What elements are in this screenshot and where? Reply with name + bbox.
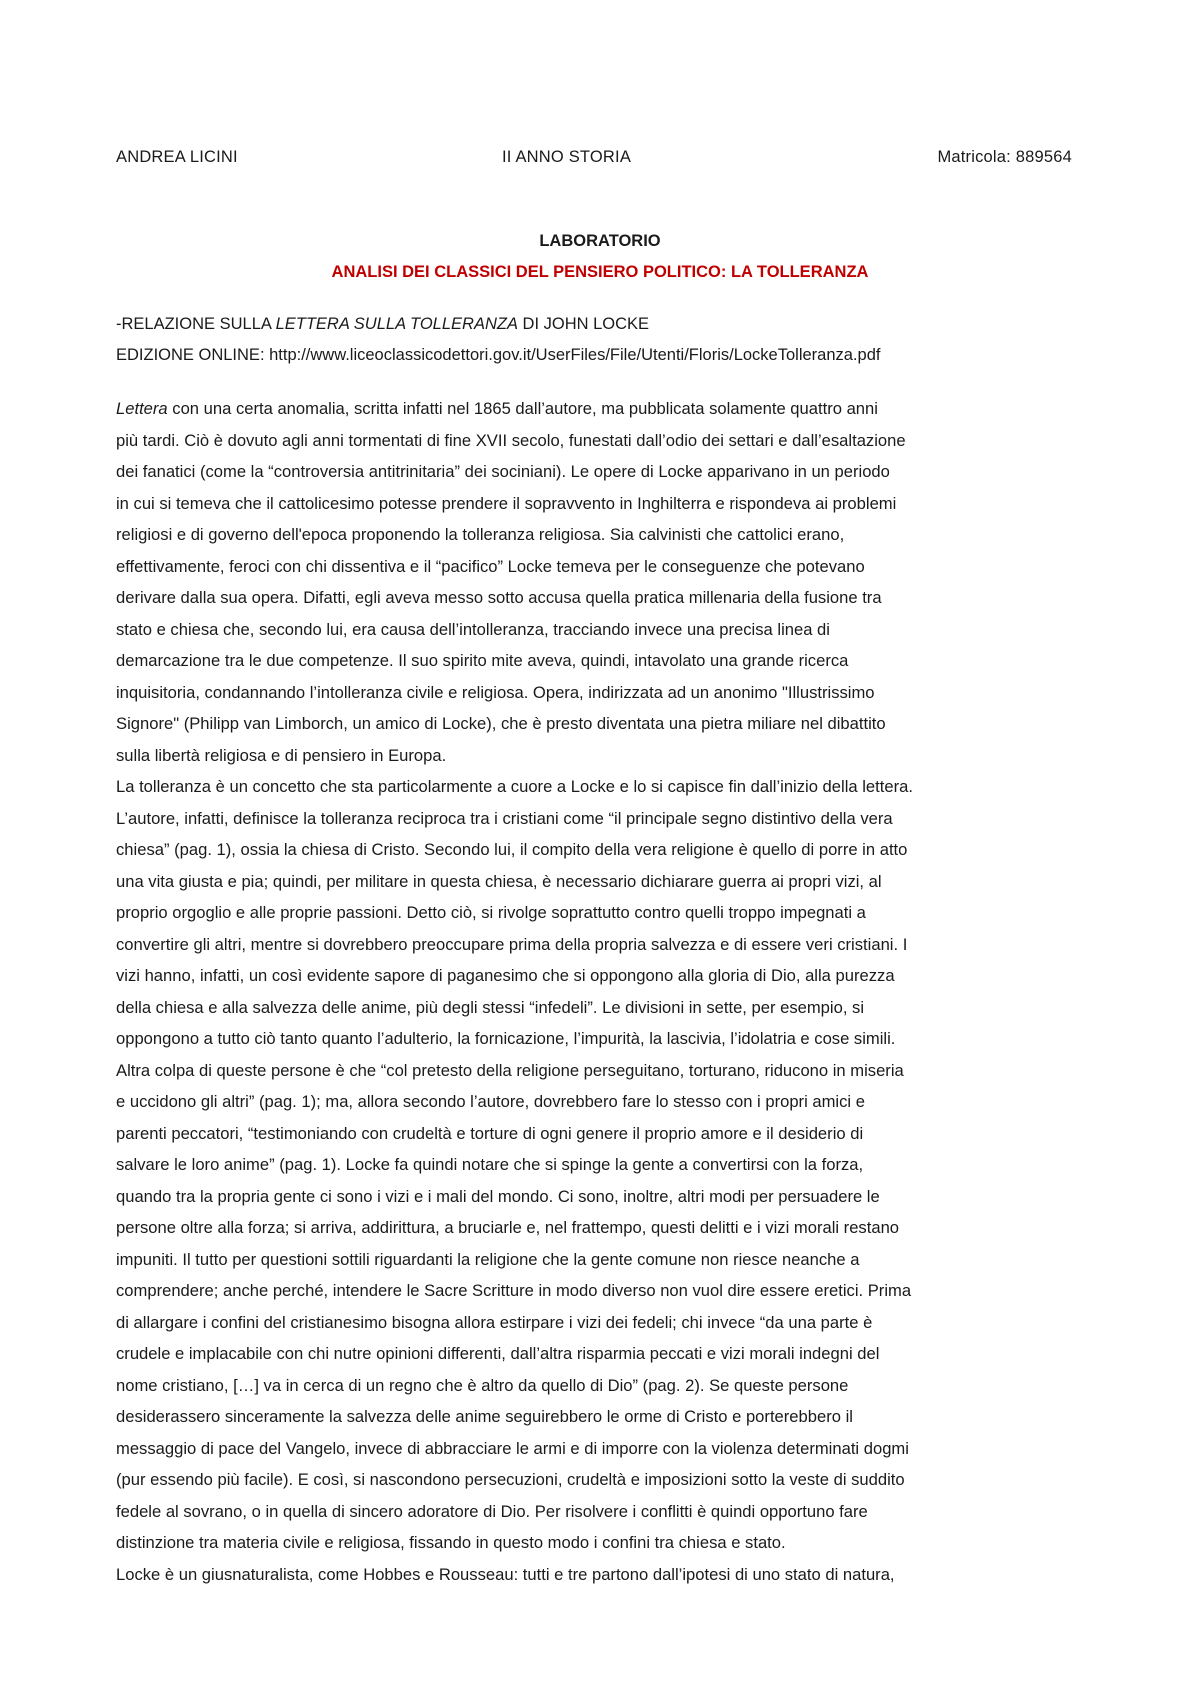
student-id: Matricola: 889564 [937, 148, 1072, 166]
body-line [116, 1023, 1084, 1055]
body-line [116, 929, 1084, 961]
body-line-text: impuniti. Il tutto per questioni sottili riguardanti la religione che la gente comune non riesce neanche a [116, 1249, 860, 1269]
body-line-text: di allargare i confini del cristianesimo bisogna allora estirpare i vizi dei fedeli; chi invece “da una parte è [116, 1312, 873, 1332]
body-line-text: oppongono a tutto ciò tanto quanto l’adulterio, la fornicazione, l’impurità, la lascivia, l’idolatria e cose simili. [116, 1029, 896, 1048]
body-line [116, 1401, 1084, 1433]
body-line-text: vizi hanno, infatti, un così evidente sapore di paganesimo che si oppongono alla gloria di Dio, alla purezza [116, 966, 895, 985]
body-line-italic: Lettera [116, 399, 168, 418]
body-line [116, 866, 1084, 898]
report-subject-suffix: DI JOHN LOCKE [517, 315, 650, 333]
body-line-text: nome cristiano, […] va in cerca di un regno che è altro da quello di Dio” (pag. 2). Se queste persone [116, 1375, 849, 1395]
body-line [116, 771, 1084, 803]
body-line-text: inquisitoria, condannando l’intolleranza civile e religiosa. Opera, indirizzata ad un anonimo "Illustrissimo [116, 682, 875, 702]
body-line [116, 1275, 1084, 1307]
body-line-text: distinzione tra materia civile e religiosa, fissando in questo modo i confini tra chiesa e stato. [116, 1533, 786, 1552]
author-name: ANDREA LICINI [116, 148, 238, 166]
body-line-text: desiderassero sinceramente la salvezza delle anime seguirebbero le orme di Cristo e porterebbero il [116, 1407, 853, 1426]
body-line-text: più tardi. Ciò è dovuto agli anni tormentati di fine XVII secolo, funestati dall’odio dei settari e dall’esaltazione [116, 430, 906, 450]
body-line-text: persone oltre alla forza; si arriva, addirittura, a bruciarle e, nel frattempo, questi delitti e i vizi morali restano [116, 1218, 900, 1237]
body-line-text: una vita giusta e pia; quindi, per militare in questa chiesa, è necessario dichiarare guerra ai propri vizi, al [116, 871, 882, 891]
body-line [116, 992, 1084, 1024]
body-line [116, 897, 1084, 929]
body-line [116, 1338, 1084, 1370]
body-line [116, 1496, 1084, 1528]
body-line-text: Altra colpa di queste persone è che “col pretesto della religione perseguitano, torturano, riducono in miseria [116, 1060, 904, 1080]
body-text [116, 393, 1084, 1590]
body-line [116, 1149, 1084, 1181]
body-line [116, 519, 1084, 551]
body-line-text: sulla libertà religiosa e di pensiero in Europa. [116, 745, 447, 765]
report-subject [116, 315, 1096, 334]
body-line [116, 1118, 1084, 1150]
body-line-text: crudele e implacabile con chi nutre opinioni differenti, dall’altra risparmia peccati e vizi morali indegni del [116, 1344, 880, 1363]
body-line [116, 1244, 1084, 1276]
body-line [116, 645, 1084, 677]
body-line [116, 551, 1084, 583]
body-line [116, 1055, 1084, 1087]
body-line [116, 803, 1084, 835]
body-line [116, 677, 1084, 709]
body-line [116, 834, 1084, 866]
academic-year: II ANNO STORIA [502, 148, 632, 166]
body-line [116, 614, 1084, 646]
body-line [116, 1464, 1084, 1496]
lab-title: LABORATORIO [539, 232, 661, 250]
body-line-text: della chiesa e alla salvezza delle anime, più degli stessi “infedeli”. Le divisioni in sette, per esempio, si [116, 997, 865, 1017]
body-line-text: quando tra la propria gente ci sono i vizi e i mali del mondo. Ci sono, inoltre, altri modi per persuadere le [116, 1186, 880, 1206]
course-title: ANALISI DEI CLASSICI DEL PENSIERO POLITICO: LA TOLLERANZA [331, 263, 869, 281]
body-line-text: religiosi e di governo dell'epoca proponendo la tolleranza religiosa. Sia calvinisti che cattolici erano, [116, 525, 845, 544]
body-line-text: stato e chiesa che, secondo lui, era causa dell’intolleranza, tracciando invece una precisa linea di [116, 619, 830, 639]
body-line-text: parenti peccatori, “testimoniando con crudeltà e torture di ogni genere il proprio amore e il desiderio di [116, 1123, 864, 1143]
body-line-text: chiesa” (pag. 1), ossia la chiesa di Cristo. Secondo lui, il compito della vera religione è quello di porre in atto [116, 840, 908, 859]
body-line-text: con una certa anomalia, scritta infatti nel 1865 dall’autore, ma pubblicata solamente quattro anni [167, 399, 878, 418]
online-edition-link: EDIZIONE ONLINE: http://www.liceoclassicodettori.gov.it/UserFiles/File/Utenti/Floris/LockeTolleranza.pdf [116, 346, 881, 364]
body-line-text: e uccidono gli altri” (pag. 1); ma, allora secondo l’autore, dovrebbero fare lo stesso con i propri amici e [116, 1092, 865, 1111]
body-line-text: Locke è un giusnaturalista, come Hobbes e Rousseau: tutti e tre partono dall’ipotesi di uno stato di natura, [116, 1564, 895, 1584]
body-line [116, 960, 1084, 992]
body-line-text: effettivamente, feroci con chi dissentiva e il “pacifico” Locke temeva per le conseguenze che potevano [116, 556, 865, 576]
body-line-text: messaggio di pace del Vangelo, invece di abbracciare le armi e di imporre con la violenza determinati dogmi [116, 1438, 909, 1458]
body-line [116, 488, 1084, 520]
report-subject-prefix: -RELAZIONE SULLA [116, 315, 276, 333]
body-line [116, 1086, 1084, 1118]
body-line [116, 1559, 1084, 1591]
body-line [116, 1181, 1084, 1213]
body-line-text: (pur essendo più facile). E così, si nascondono persecuzioni, crudeltà e imposizioni sotto la veste di suddito [116, 1470, 905, 1489]
body-line [116, 393, 1084, 425]
body-line [116, 1307, 1084, 1339]
body-line-text: La tolleranza è un concetto che sta particolarmente a cuore a Locke e lo si capisce fin dall’inizio della lettera. [116, 777, 913, 796]
body-line-text: L’autore, infatti, definisce la tolleranza reciproca tra i cristiani come “il principale segno distintivo della vera [116, 808, 893, 828]
body-line [116, 1212, 1084, 1244]
body-line [116, 740, 1084, 772]
body-line-text: dei fanatici (come la “controversia antitrinitaria” dei sociniani). Le opere di Locke apparivano in un periodo [116, 462, 890, 481]
body-line-text: derivare dalla sua opera. Difatti, egli aveva messo sotto accusa quella pratica millenaria della fusione tra [116, 588, 882, 607]
body-line [116, 425, 1084, 457]
body-line-text: demarcazione tra le due competenze. Il suo spirito mite aveva, quindi, intavolato una grande ricerca [116, 651, 849, 670]
body-line [116, 456, 1084, 488]
body-line-text: salvare le loro anime” (pag. 1). Locke fa quindi notare che si spinge la gente a convertirsi con la forza, [116, 1155, 864, 1174]
body-line-text: in cui si temeva che il cattolicesimo potesse prendere il sopravvento in Inghilterra e rispondeva ai problemi [116, 493, 897, 513]
body-line-text: convertire gli altri, mentre si dovrebbero preoccupare prima della propria salvezza e di essere veri cristiani. I [116, 934, 908, 954]
body-line [116, 1433, 1084, 1465]
body-line-text: proprio orgoglio e alle proprie passioni. Detto ciò, si rivolge soprattutto contro quelli troppo impegnati a [116, 903, 866, 922]
body-line-text: comprendere; anche perché, intendere le Sacre Scritture in modo diverso non vuol dire essere eretici. Prima [116, 1281, 912, 1300]
document-header [116, 148, 1072, 172]
report-subject-book-title: LETTERA SULLA TOLLERANZA [275, 315, 518, 333]
body-line-text: Signore" (Philipp van Limborch, un amico di Locke), che è presto diventata una pietra miliare nel dibattito [116, 714, 886, 733]
body-line [116, 708, 1084, 740]
body-line [116, 1370, 1084, 1402]
body-line [116, 582, 1084, 614]
body-line [116, 1527, 1084, 1559]
body-line-text: fedele al sovrano, o in quella di sincero adoratore di Dio. Per risolvere i conflitti è quindi opportuno fare [116, 1501, 868, 1521]
